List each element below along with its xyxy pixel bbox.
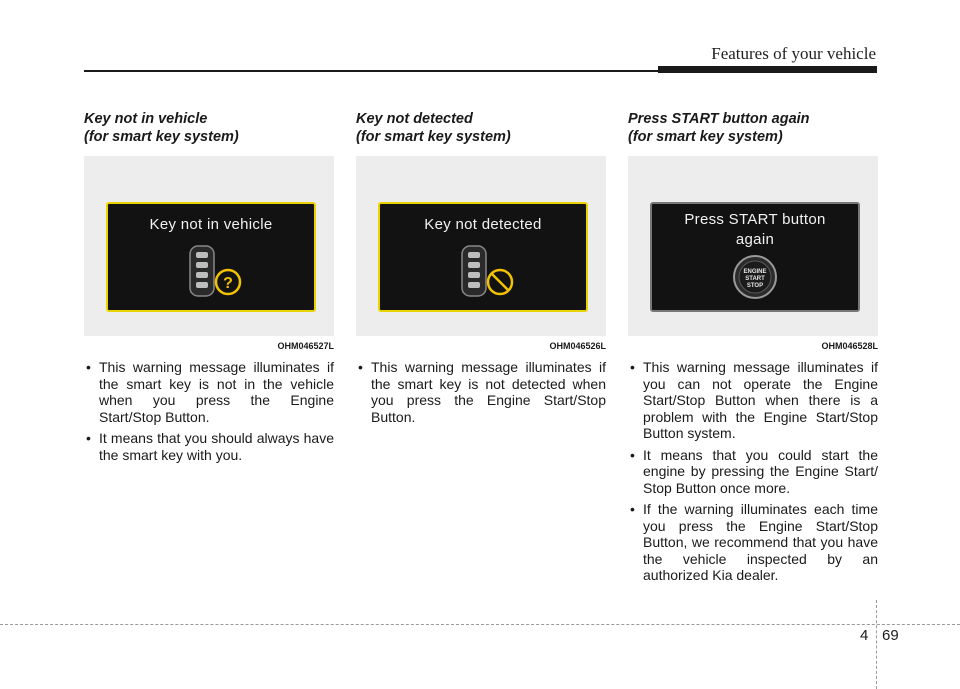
svg-text:?: ? (223, 275, 233, 292)
figure-code: OHM046527L (277, 341, 334, 351)
section-heading (84, 110, 334, 156)
engine-start-stop-button-icon (732, 254, 778, 300)
cluster-display (378, 202, 588, 312)
figure-code: OHM046528L (821, 341, 878, 351)
running-header: Features of your vehicle (711, 44, 876, 63)
bullet-item: • This warning message illuminates if the smart key is not detected when you press the Engine Start/Stop Button. (356, 359, 606, 425)
bullet-item: • It means that you could start the engine by pressing the Engine Start/ Stop Button once more. (628, 447, 878, 497)
page-number: 69 (882, 627, 899, 644)
section-key-not-detected (356, 110, 606, 430)
figure-panel (628, 156, 878, 336)
heading-line: Press START button again (628, 111, 810, 127)
cluster-display (106, 202, 316, 312)
button-text-stop: STOP (746, 283, 764, 289)
heading-subline: (for smart key system) (628, 129, 783, 145)
display-message-line: again (735, 231, 775, 248)
bullet-list (356, 359, 606, 425)
button-text-engine: ENGINE (743, 269, 767, 275)
bullet-item: • This warning message illuminates if you can not operate the Engine Start/Stop Button when there is a problem with the Engine Start/Stop Button system. (628, 359, 878, 442)
cluster-display (650, 202, 860, 312)
smart-key-prohibited-icon (448, 244, 520, 300)
display-message-line: Press START button (684, 211, 826, 228)
footer-vertical-divider (876, 600, 877, 689)
heading-subline: (for smart key system) (356, 129, 511, 145)
figure-panel (84, 156, 334, 336)
bullet-item: • It means that you should always have the smart key with you. (84, 430, 334, 463)
figure-code: OHM046526L (549, 341, 606, 351)
display-message: Key not detected (424, 216, 542, 233)
header-bar (658, 66, 877, 73)
bullet-item: • This warning message illuminates if the smart key is not in the vehicle when you press the Engine Start/Stop Button. (84, 359, 334, 425)
heading-subline: (for smart key system) (84, 129, 239, 145)
bullet-item: • If the warning illuminates each time you press the Engine Start/Stop Button, we recommend that you have the vehicle inspected by an authorized Kia dealer. (628, 501, 878, 584)
figure-panel (356, 156, 606, 336)
button-text-start: START (745, 276, 765, 282)
smart-key-question-icon (176, 244, 248, 300)
bullet-list (628, 359, 878, 584)
section-key-not-in-vehicle (84, 110, 334, 468)
footer-divider (0, 624, 960, 625)
bullet-list (84, 359, 334, 463)
section-press-start-again (628, 110, 878, 589)
chapter-number: 4 (860, 627, 869, 644)
heading-line: Key not detected (356, 111, 473, 127)
display-message: Key not in vehicle (149, 216, 273, 233)
header-rule (84, 70, 662, 72)
heading-line: Key not in vehicle (84, 111, 208, 127)
display-message (652, 210, 858, 250)
section-heading (628, 110, 878, 156)
section-heading (356, 110, 606, 156)
